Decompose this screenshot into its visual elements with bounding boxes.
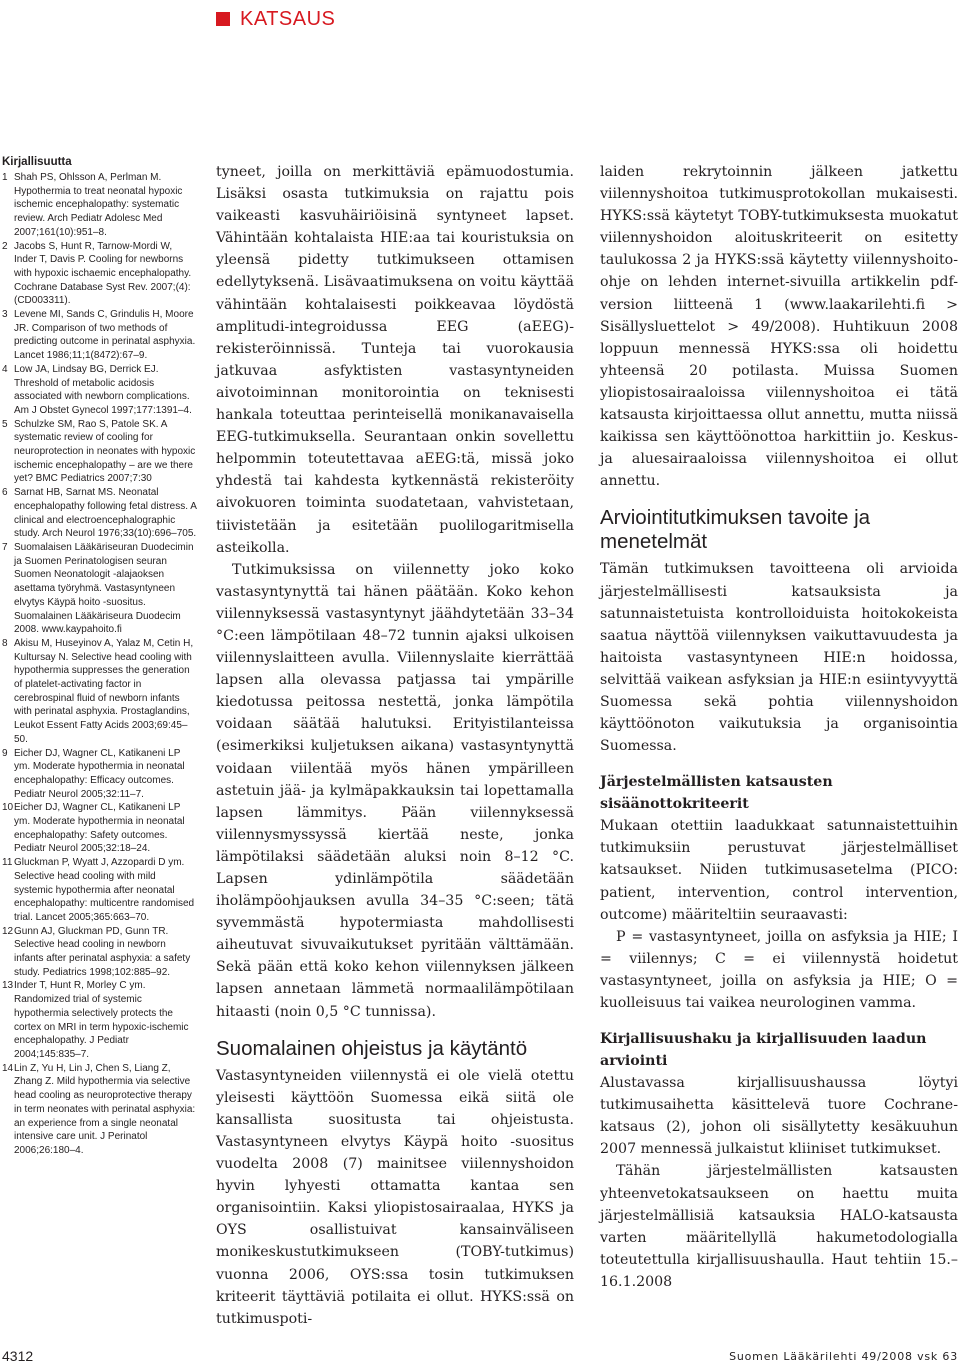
reference-text: Gunn AJ, Gluckman PD, Gunn TR. Selective head cooling in newborn infants after perinatal asphyxia: a safety study. Pediatrics 1998;102:885–92. <box>14 925 191 978</box>
body-paragraph: Tämän tutkimuksen tavoitteena oli arvioida järjestelmällisesti katsauksista ja satunnaistetuista kontrolloiduista hoitokokeista saatua näyttöä viilennyksen vaikuttavuudesta ja haitoista vastasyntyneen HIE:n hoidossa, selvittää vaikean asfyksian ja HIE:n esiintyvyyttä Suomessa sekä pohtia viilennyshoidon käyttöönoton vaikutuksia ja organisointia Suomessa. <box>600 561 958 755</box>
section-title: KATSAUS <box>240 7 336 30</box>
subsection-heading: Kirjallisuushaku ja kirjallisuuden laadun arviointi <box>600 1031 927 1070</box>
reference-number: 5 <box>2 418 8 430</box>
reference-number: 9 <box>2 747 8 759</box>
body-paragraph: Tutkimuksissa on viilennetty joko koko vastasyntynyttä tai hänen päätään. Koko kehon viilennyksessä vastasyntynyt jäähdytetään 33–34 °C:een lämpötilaan 48–72 tunnin ajaksi ulkoisen viilennyslaitteen avulla. Viilennyslaite kierrättää lapsen alla olevassa patjassa tai ympärille kiedotussa peitossa nestettä, jonka lämpötila voidaan säätää halutuksi. Erityistilanteissa (esimerkiksi kuljetuksen aikana) vastasyntynyttä voidaan viilentää myös hänen ympärilleen astetuin jää- ja kylmäpakkauksin tai lopettamalla lapsen lämmitys. Pään viilennyksessä viilennysmyssyssä kiertää neste, jonka lämpötilaksi säädetään aluksi noin 8–12 °C. Lapsen ydinlämpötila säädetään iholämpöohjauksen avulla 34–35 °C:seen; tätä syvemmästä hypotermiasta mahdollisesti aiheutuvat sivuvaikutukset pyritään välttämään. Sekä pään että koko kehon viilennyksen jälkeen lapsen annetaan lämmetä normaalilämpötilaan hitaasti (noin 0,5 °C tunnissa). <box>216 561 574 1020</box>
reference-item <box>2 856 197 925</box>
reference-item <box>2 171 197 240</box>
reference-item <box>2 240 197 309</box>
reference-item <box>2 979 197 1061</box>
reference-item <box>2 925 197 980</box>
reference-text: Sarnat HB, Sarnat MS. Neonatal encephalopathy following fetal distress. A clinical and electroencephalographic study. Arch Neurol 1976;33(10):696–705. <box>14 487 197 540</box>
reference-item <box>2 363 197 418</box>
reference-number: 3 <box>2 309 8 321</box>
reference-number: 11 <box>2 857 13 869</box>
reference-number: 14 <box>2 1062 14 1074</box>
reference-number: 4 <box>2 363 8 375</box>
reference-number: 12 <box>2 925 14 937</box>
reference-text: Lin Z, Yu H, Lin J, Chen S, Liang Z, Zhang Z. Mild hypothermia via selective head cooling as neuroprotective therapy in term neonates with perinatal asphyxia: an experience from a single neonatal intensive care unit. J Perinatol 2006;26:180–4. <box>14 1062 196 1156</box>
reference-number: 7 <box>2 541 8 553</box>
reference-text: Low JA, Lindsay BG, Derrick EJ. Threshold of metabolic acidosis associated with newborn complications. Am J Obstet Gynecol 1997;177:1391–4. <box>14 363 192 416</box>
page-number: 4312 <box>2 1348 34 1364</box>
reference-item <box>2 801 197 856</box>
section-heading: Suomalainen ohjeistus ja käytäntö <box>216 1036 528 1060</box>
reference-text: Eicher DJ, Wagner CL, Katikaneni LP ym. Moderate hypothermia in neonatal encephalopathy: Efficacy outcomes. Pediatr Neurol 2005;32:11–7. <box>14 747 185 800</box>
reference-text: Levene MI, Sands C, Grindulis H, Moore JR. Comparison of two methods of predicting outcome in perinatal asphyxia. Lancet 1986;11;1(8472):67–9. <box>14 309 196 362</box>
references-list <box>2 171 197 1158</box>
reference-text: Gluckman P, Wyatt J, Azzopardi D ym. Selective head cooling with mild systemic hypothermia after neonatal encephalopathy: multicentre randomised trial. Lancet 2005;365:663–70. <box>14 857 195 923</box>
body-paragraph: P = vastasyntyneet, joilla on asfyksia ja HIE; I = viilennys; C = ei viilennystä hoidetut vastasyntyneet, joilla on asfyksia ja HIE; O = kuolleisuus tai vaikea neurologinen vamma. <box>600 928 958 1011</box>
reference-item <box>2 418 197 487</box>
reference-number: 2 <box>2 240 8 252</box>
reference-number: 6 <box>2 487 8 499</box>
references-column <box>2 156 197 1158</box>
reference-number: 8 <box>2 637 8 649</box>
red-square-icon <box>216 12 230 26</box>
body-paragraph: Alustavassa kirjallisuushaussa löytyi tutkimusaihetta käsittelevä tuore Cochrane-katsaus (2), johon oli sisällytetty kesäkuuhun 2007 mennessä julkaistut kliiniset tutkimukset. <box>600 1075 958 1158</box>
body-paragraph: tyneet, joilla on merkittäviä epämuodostumia. Lisäksi osasta tutkimuksia on rajattu pois vaikeasti kasvuhäiriöisinä syntyneet lapset. Vähintään kohtalaista HIE:aa tai kouristuksia on yleensä pidetty tutkimukseen ottamisen edellytyksenä. Lisävaatimuksena on voitu käyttää vähintään kohtalaisesti poikkeavaa löydöstä amplitudi-integroidussa EEG (aEEG)-rekisteröinnissä. Tunteja tai vuorokausia jatkuvaa asfyktisten vastasyntyneiden aivotoiminnan monitorointia on teknisesti hankala toteuttaa perinteisellä monikanavaisella EEG-tutkimuksella. Seurantaan onkin sovellettu helpommin toteutettavaa aEEG:tä, missä joko yhdestä tai kahdesta kytkennästä rekisteröity aivokuoren toiminta suodatetaan, vahvistetaan, tiivistetään ja esitetään puolilogaritmisella asteikolla. <box>216 164 574 556</box>
reference-number: 13 <box>2 980 14 992</box>
reference-text: Suomalaisen Lääkäriseuran Duodecimin ja Suomen Perinatologisen seuran Suomen Neonatologit -alajaoksen asettama työryhmä. Vastasyntyneen elvytys Käypä hoito -suositus. Suomalainen Lääkäriseura Duodecim 2008. www.kaypahoito.fi <box>14 541 194 636</box>
reference-text: Jacobs S, Hunt R, Tarnow-Mordi W, Inder T, Davis P. Cooling for newborns with hypoxic ischaemic encephalopathy. Cochrane Database Syst Rev. 2007;(4):(CD003311). <box>14 240 192 307</box>
reference-item <box>2 747 197 802</box>
reference-text: Akisu M, Huseyinov A, Yalaz M, Cetin H, Kultursay N. Selective head cooling with hypothermia suppresses the generation of platelet-activating factor in cerebrospinal fluid of newborn infants with perinatal asphyxia. Prostaglandins, Leukot Essent Fatty Acids 2003;69:45–50. <box>14 637 194 745</box>
reference-item <box>2 637 197 747</box>
reference-item <box>2 486 197 541</box>
reference-number: 10 <box>2 802 14 814</box>
subsection-heading: Järjestelmällisten katsausten sisäänottokriteerit <box>600 774 833 813</box>
section-heading: Arviointitutkimuksen tavoite ja menetelmät <box>600 506 871 554</box>
section-header <box>216 8 335 30</box>
reference-item <box>2 308 197 363</box>
reference-item <box>2 541 197 637</box>
body-paragraph: laiden rekrytoinnin jälkeen jatkettu viilennyshoitoa tutkimusprotokollan mukaisesti. HYKS:ssä käytetyt TOBY-tutkimuksesta muokatut viilennyshoidon aloituskriteerit on esitetty taulukossa 2 ja HYKS:ssä käytetty viilennyshoito-ohje on lehden internet-sivuilla artikkelin pdf-version liitteenä 1 (www.laakarilehti.fi > Sisällysluettelot > 49/2008). Huhtikuun 2008 loppuun mennessä HYKS:ssa oli hoidettu yhteensä 20 potilasta. Muissa Suomen yliopistosairaaloissa viilennyshoitoa ei tätä katsausta kirjoittaessa ollut annettu, mutta niissä kaikissa sen käyttöönottoa harkittiin jo. Keskus- ja aluesairaaloissa viilennyshoitoa ei ollut annettu. <box>600 164 958 490</box>
reference-text: Shah PS, Ohlsson A, Perlman M. Hypothermia to treat neonatal hypoxic ischemic encephalopathy: systematic review. Arch Pediatr Adolesc Med 2007;161(10):951–8. <box>14 172 183 238</box>
body-column-1 <box>216 161 574 1330</box>
journal-info: Suomen Lääkärilehti 49/2008 vsk 63 <box>729 1350 958 1363</box>
body-paragraph: Tähän järjestelmällisten katsausten yhteenvetokatsaukseen on haettu muita järjestelmällisiä katsauksia HALO-katsausta varten määritellyllä hakumetodologialla toteutettulla kirjallisuushaulla. Haut tehtiin 15.–16.1.2008 <box>600 1163 958 1290</box>
body-paragraph: Mukaan otettiin laadukkaat satunnaistettuihin tutkimuksiin perustuvat järjestelmälliset katsaukset. Niiden tutkimusasetelma (PICO: patient, intervention, control intervention, outcome) määriteltiin seuraavasti: <box>600 818 958 923</box>
references-heading: Kirjallisuutta <box>2 156 72 168</box>
reference-text: Schulzke SM, Rao S, Patole SK. A systematic review of cooling for neuroprotection in neonates with hypoxic ischemic encephalopathy – are we there yet? BMC Pediatrics 2007;7:30 <box>14 418 196 485</box>
reference-text: Eicher DJ, Wagner CL, Katikaneni LP ym. Moderate hypothermia in neonatal encephalopathy: Safety outcomes. Pediatr Neurol 2005;32:18–24. <box>14 802 185 855</box>
body-column-2 <box>600 161 958 1293</box>
reference-text: Inder T, Hunt R, Morley C ym. Randomized trial of systemic hypothermia selectively protects the cortex on MRI in term hypoxic-ischemic encephalopathy. J Pediatr 2004;145:835–7. <box>14 980 189 1060</box>
reference-number: 1 <box>2 172 8 183</box>
reference-item <box>2 1062 197 1158</box>
body-paragraph: Vastasyntyneiden viilennystä ei ole vielä otettu yleisesti käyttöön Suomessa eikä siitä ole kansallista suositusta tai ohjeistusta. Vastasyntyneen elvytys Käypä hoito -suositus vuodelta 2008 (7) mainitsee viilennyshoidon hyvin lyhyesti ottamatta kantaa sen organisointiin. Kaksi yliopistosairaalaa, HYKS ja OYS osallistuivat kansainväliseen monikeskustutkimukseen (TOBY-tutkimus) vuonna 2006, OYS:ssa tosin tutkimuksen kriteerit täyttäviä potilaita ei ollut. HYKS:ssä on tutkimuspoti- <box>216 1067 574 1327</box>
